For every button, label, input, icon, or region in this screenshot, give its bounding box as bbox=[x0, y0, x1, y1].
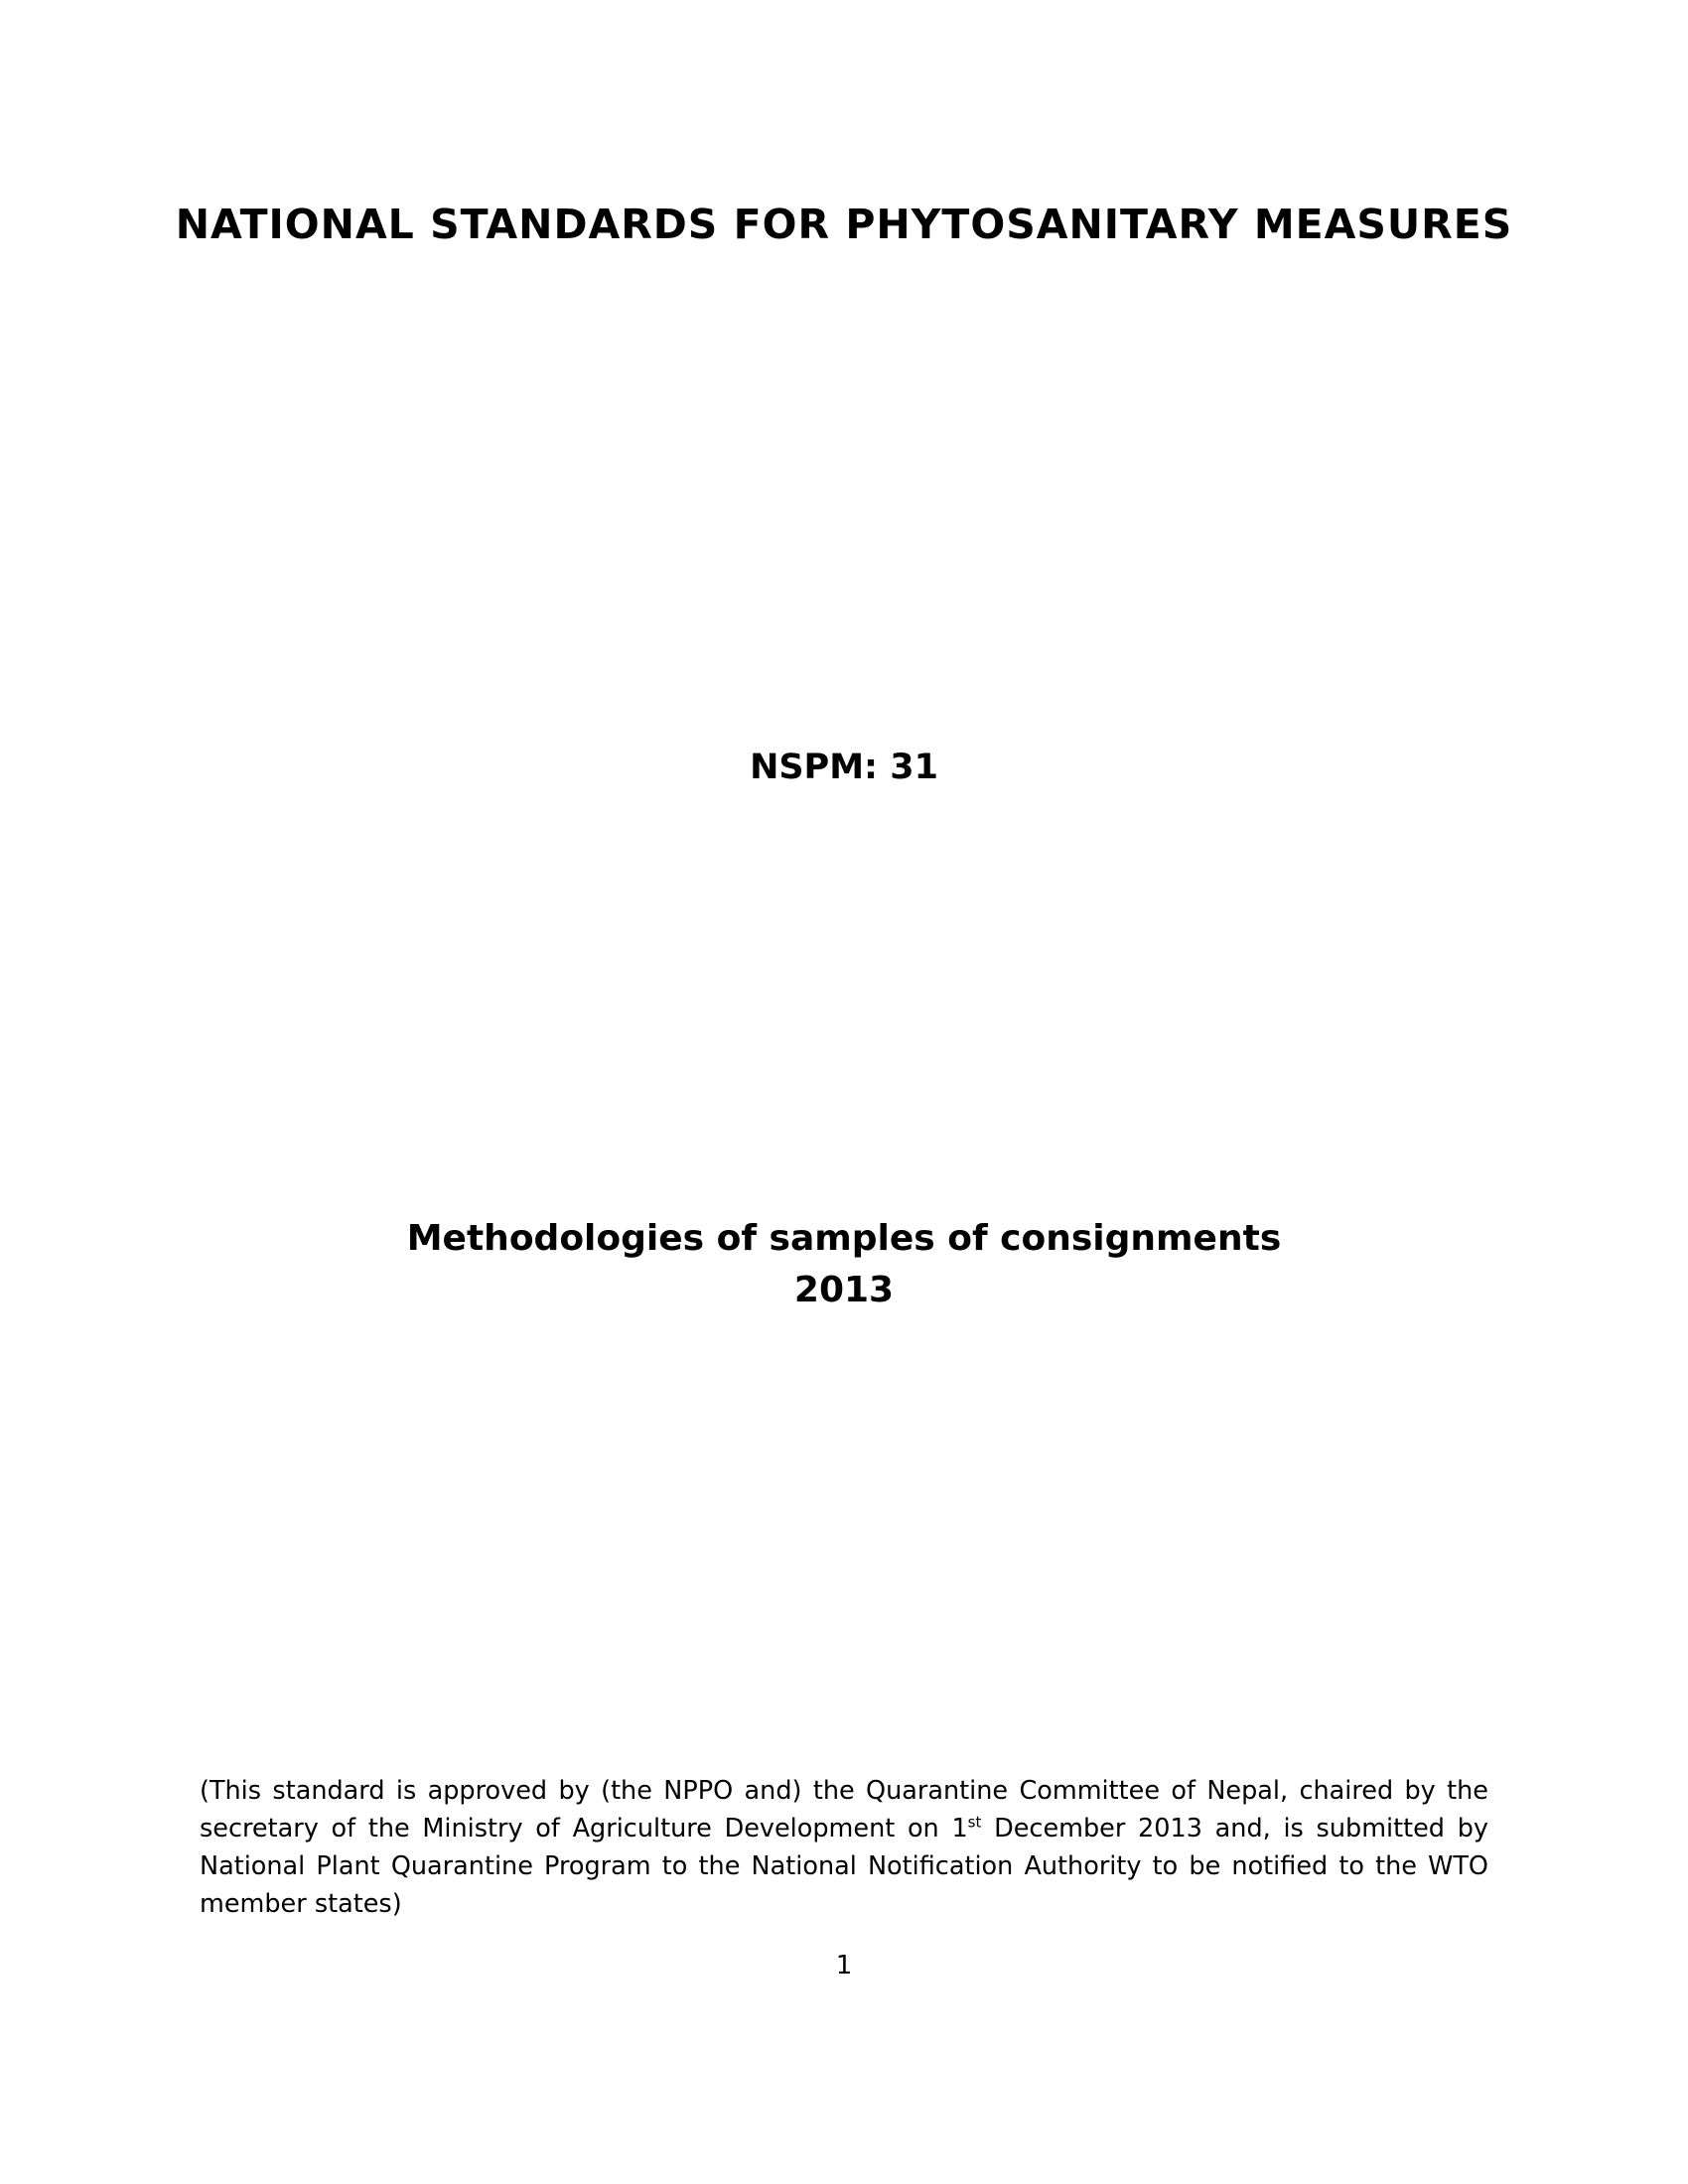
standard-code: NSPM: 31 bbox=[750, 748, 938, 787]
document-year: 2013 bbox=[793, 1270, 895, 1310]
approval-note-text-end: December 2013 and, is submitted by National Plant Quarantine Program to the National Notification Authority to be notified to the WTO member states) bbox=[200, 1814, 1488, 1919]
ordinal-suffix: st bbox=[967, 1813, 982, 1832]
document-subtitle: Methodologies of samples of consignments bbox=[406, 1218, 1282, 1259]
approval-note-text-start: (This standard is approved by (the NPPO and) the Quarantine Committee of Nepal, chaired by the secretary of the Ministry of Agriculture Development on 1 bbox=[200, 1776, 1488, 1843]
page-number: 1 bbox=[835, 1951, 853, 1980]
document-title: NATIONAL STANDARDS FOR PHYTOSANITARY MEASURES bbox=[175, 201, 1513, 248]
approval-note bbox=[200, 1772, 1488, 1923]
